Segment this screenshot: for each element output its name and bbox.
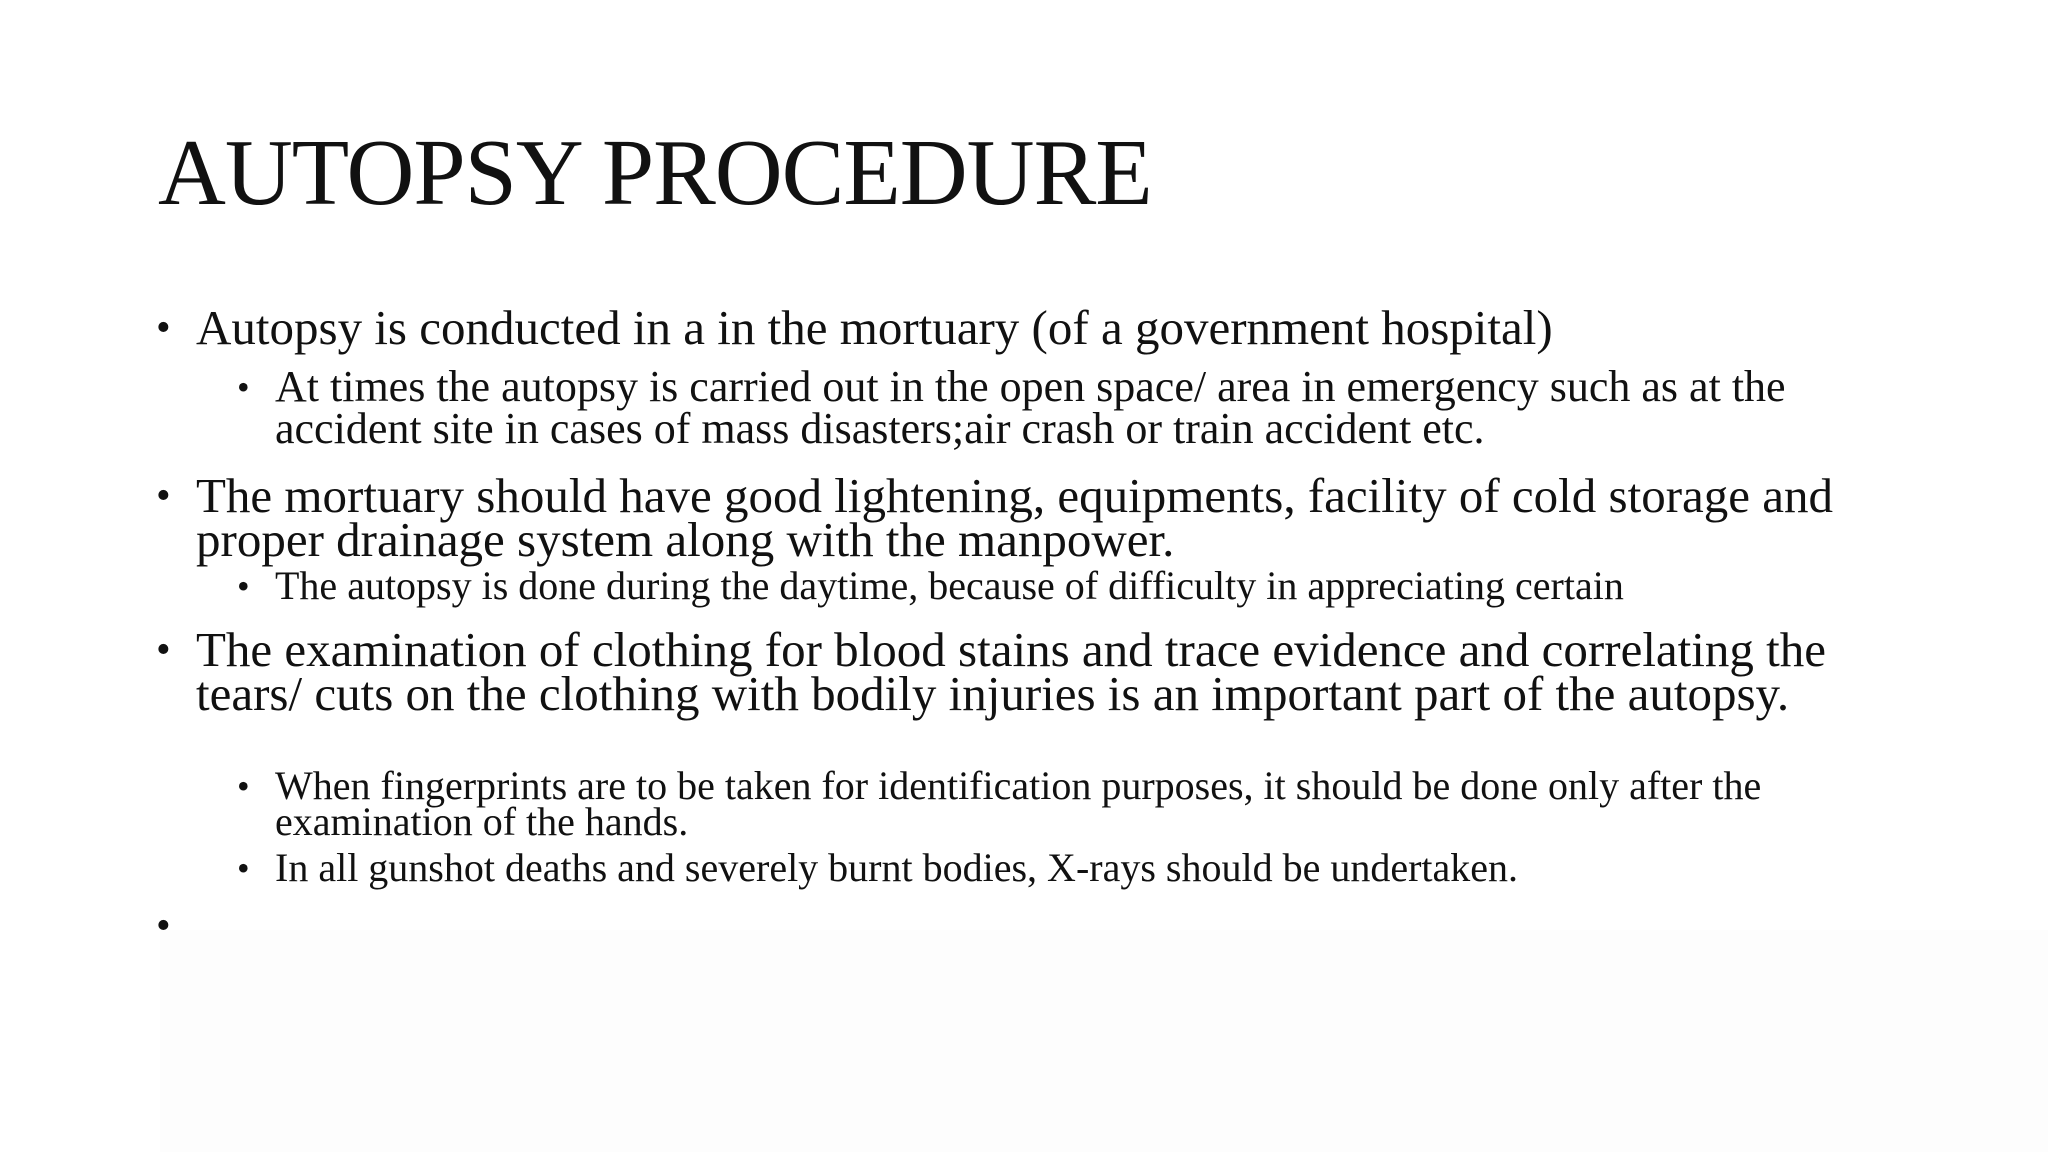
bullet-text: The autopsy is done during the daytime, because of difficulty in appreciating certain — [275, 563, 1624, 608]
bullet-text: In all gunshot deaths and severely burnt bodies, X-rays should be undertaken. — [275, 845, 1519, 890]
bullet-dot: • — [156, 305, 171, 351]
bullet-dot: • — [237, 367, 250, 407]
bullet-text: The mortuary should have good lightening, equipments, facility of cold storage and proper drainage system along with the manpower. — [196, 468, 1834, 567]
bullet-text: When fingerprints are to be taken for identification purposes, it should be done only after the examination of the hands. — [275, 763, 1762, 844]
sub-bullet-item-1 — [237, 362, 1895, 453]
sub-bullet-item-3 — [237, 763, 1895, 844]
placeholder-area — [160, 930, 2048, 1152]
sub-bullet-item-2 — [237, 563, 1975, 608]
bullet-text: At times the autopsy is carried out in the open space/ area in emergency such as at the accident site in cases of mass disasters;air crash or train accident etc. — [275, 362, 1786, 453]
sub-bullet-item-4 — [237, 845, 1895, 890]
bullet-dot: • — [156, 627, 171, 673]
bullet-dot: • — [237, 848, 250, 888]
bullet-dot: • — [237, 766, 250, 806]
bullet-item-1 — [156, 300, 1836, 355]
bullet-item-3 — [156, 622, 1886, 721]
bullet-text: The examination of clothing for blood stains and trace evidence and correlating the tears/ cuts on the clothing with bodily injuries is an important part of the autopsy. — [196, 622, 1827, 721]
slide-title: AUTOPSY PROCEDURE — [158, 121, 1152, 225]
bullet-dot: • — [156, 473, 171, 519]
bullet-item-2 — [156, 468, 1866, 567]
empty-bullet: • — [156, 903, 171, 949]
bullet-dot: • — [237, 566, 250, 606]
bullet-text: Autopsy is conducted in a in the mortuary (of a government hospital) — [196, 300, 1553, 355]
